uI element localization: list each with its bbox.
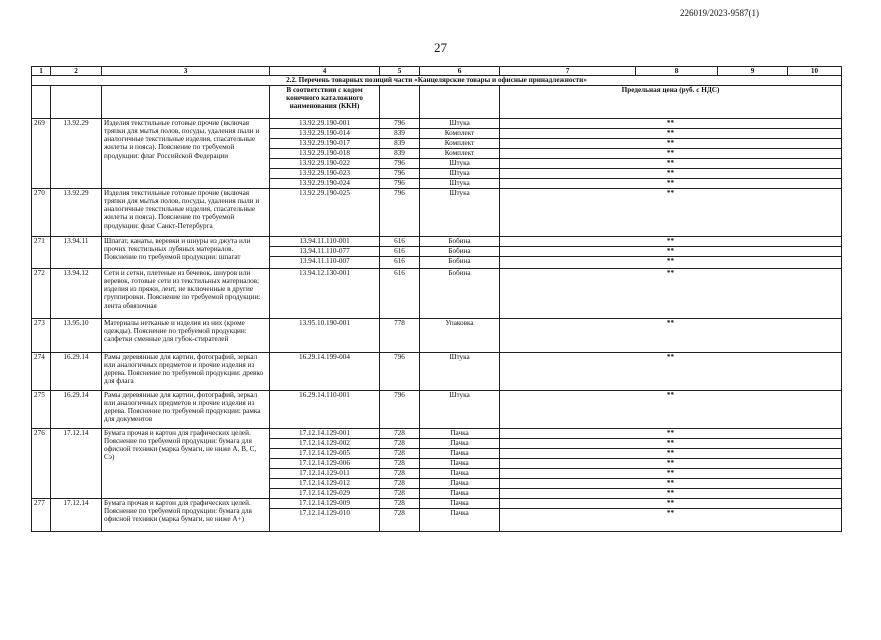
okei-code: 728 [380,508,420,531]
kkn-code: 17.12.14.129-001 [270,428,380,438]
okei-code: 728 [380,488,420,498]
price-cell: ** [500,178,842,188]
position-number: 274 [32,352,51,390]
price-cell: ** [500,128,842,138]
table-row [32,268,842,318]
unit-name: Пачка [420,498,500,508]
product-description: Материалы нетканые и изделия из них (кроме одежды). Пояснение по требуемой продукции: салфетки сменные для губок-стирателей [102,318,270,352]
product-description: Рамы деревянные для картин, фотографий, зеркал или аналогичных предметов и прочие изделия из дерева. Пояснение по требуемой продукции: рамка для документов [102,390,270,428]
subheader-row [32,85,842,118]
okei-code: 728 [380,478,420,488]
okei-code: 728 [380,458,420,468]
okei-code: 728 [380,438,420,448]
position-number: 273 [32,318,51,352]
position-number: 276 [32,428,51,498]
okei-code: 796 [380,390,420,428]
price-cell: ** [500,468,842,478]
kkn-code: 17.12.14.129-011 [270,468,380,478]
unit-name: Пачка [420,458,500,468]
kkn-code: 13.92.29.190-001 [270,118,380,128]
position-number: 277 [32,498,51,531]
price-cell: ** [500,138,842,148]
unit-name: Комплект [420,148,500,158]
okei-code: 728 [380,468,420,478]
price-cell: ** [500,488,842,498]
okei-code: 796 [380,158,420,168]
unit-name: Бобина [420,256,500,268]
section-title-row [32,76,842,85]
okei-code: 839 [380,138,420,148]
price-header: Предельная цена (руб. с НДС) [500,85,842,118]
unit-name: Штука [420,158,500,168]
table-row [32,318,842,352]
unit-name: Пачка [420,508,500,531]
okpd-code: 13.92.29 [51,118,102,188]
kkn-code: 17.12.14.129-009 [270,498,380,508]
kkn-code: 17.12.14.129-012 [270,478,380,488]
unit-name: Пачка [420,488,500,498]
unit-name: Пачка [420,448,500,458]
price-cell: ** [500,188,842,236]
kkn-code: 17.12.14.129-029 [270,488,380,498]
kkn-code: 13.92.29.190-022 [270,158,380,168]
okpd-code: 17.12.14 [51,498,102,531]
kkn-code: 13.94.11.110-007 [270,256,380,268]
unit-name: Пачка [420,478,500,488]
kkn-code: 13.95.10.190-001 [270,318,380,352]
okei-code: 616 [380,268,420,318]
price-cell: ** [500,428,842,438]
column-number: 3 [102,67,270,76]
kkn-code: 17.12.14.129-005 [270,448,380,458]
okpd-code: 16.29.14 [51,390,102,428]
column-number: 6 [420,67,500,76]
table-row [32,188,842,236]
price-cell: ** [500,498,842,508]
product-description: Бумага прочая и картон для графических целей. Пояснение по требуемой продукции: бумага для офисной техники (марка бумаги, не ниже А, В, С, Сэ) [102,428,270,498]
table-row [32,498,842,508]
column-number: 7 [500,67,636,76]
column-number: 10 [788,67,842,76]
unit-name: Штука [420,352,500,390]
kkn-code: 13.92.29.190-017 [270,138,380,148]
price-cell: ** [500,168,842,178]
okei-code: 796 [380,178,420,188]
kkn-code: 13.92.29.190-018 [270,148,380,158]
okpd-code: 17.12.14 [51,428,102,498]
product-description: Изделия текстильные готовые прочие (включая тряпки для мытья полов, посуды, удаления пыли и аналогичные текстильные изделия, спасательные жилеты и пояса). Пояснение по требуемой продукции: флаг Санкт-Петербурга [102,188,270,236]
okei-code: 839 [380,128,420,138]
price-cell: ** [500,458,842,468]
table-row [32,118,842,128]
unit-name: Комплект [420,128,500,138]
position-number: 271 [32,236,51,268]
column-number: 2 [51,67,102,76]
position-number: 272 [32,268,51,318]
table-row [32,236,842,246]
okei-code: 796 [380,352,420,390]
position-number: 275 [32,390,51,428]
price-cell: ** [500,268,842,318]
price-cell: ** [500,318,842,352]
okei-code: 616 [380,236,420,246]
okei-code: 728 [380,498,420,508]
okei-code: 616 [380,256,420,268]
okei-code: 778 [380,318,420,352]
unit-name: Пачка [420,428,500,438]
table-row [32,428,842,438]
okpd-code: 13.95.10 [51,318,102,352]
price-cell: ** [500,390,842,428]
unit-name: Штука [420,390,500,428]
column-number: 8 [636,67,718,76]
okei-code: 616 [380,246,420,256]
unit-name: Пачка [420,438,500,448]
kkn-code: 13.92.29.190-023 [270,168,380,178]
price-cell: ** [500,508,842,531]
kkn-code: 13.94.12.130-001 [270,268,380,318]
column-number: 4 [270,67,380,76]
position-number: 269 [32,118,51,188]
table-row [32,352,842,390]
document-number: 226019/2023-9587(1) [680,8,759,18]
price-cell: ** [500,352,842,390]
product-description: Бумага прочая и картон для графических целей. Пояснение по требуемой продукции: бумага для офисной техники (марка бумаги, не ниже А+) [102,498,270,531]
kkn-code: 17.12.14.129-002 [270,438,380,448]
price-cell: ** [500,256,842,268]
okei-code: 728 [380,428,420,438]
table-row [32,390,842,428]
price-cell: ** [500,158,842,168]
unit-name: Штука [420,118,500,128]
kkn-code: 16.29.14.199-004 [270,352,380,390]
price-cell: ** [500,478,842,488]
kkn-code: 13.92.29.190-014 [270,128,380,138]
section-title: 2.2. Перечень товарных позиций части «Канцелярские товары и офисные принадлежности» [32,76,842,85]
unit-name: Бобина [420,236,500,246]
price-cell: ** [500,118,842,128]
kkn-code: 13.94.11.110-001 [270,236,380,246]
kkn-code: 17.12.14.129-010 [270,508,380,531]
unit-name: Бобина [420,246,500,256]
unit-name: Бобина [420,268,500,318]
position-number: 270 [32,188,51,236]
column-number: 1 [32,67,51,76]
kkn-code: 13.94.11.110-077 [270,246,380,256]
kkn-header: В соответствии с кодом конечного каталожного наименования (ККН) [270,85,380,118]
positions-table [31,66,842,532]
okei-code: 796 [380,118,420,128]
okpd-code: 13.94.11 [51,236,102,268]
okei-code: 796 [380,168,420,178]
product-description: Изделия текстильные готовые прочие (включая тряпки для мытья полов, посуды, удаления пыли и аналогичные текстильные изделия, спасательные жилеты и пояса). Пояснение по требуемой продукции: флаг Российской Федерации [102,118,270,188]
price-cell: ** [500,148,842,158]
product-description: Сети и сетки, плетеные из бечевок, шнуров или веревок, готовые сети из текстильных материалов; изделия из пряжи, лент, не включенные в другие группировки. Пояснение по требуемой продукции: лента обвязочная [102,268,270,318]
product-description: Шпагат, канаты, веревки и шнуры из джута или прочих текстильных лубяных материалов. Пояснение по требуемой продукции: шпагат [102,236,270,268]
unit-name: Штука [420,168,500,178]
okpd-code: 16.29.14 [51,352,102,390]
price-cell: ** [500,448,842,458]
okpd-code: 13.92.29 [51,188,102,236]
okei-code: 839 [380,148,420,158]
okei-code: 796 [380,188,420,236]
unit-name: Штука [420,188,500,236]
price-cell: ** [500,236,842,246]
column-number-row [32,67,842,76]
okei-code: 728 [380,448,420,458]
column-number: 5 [380,67,420,76]
kkn-code: 17.12.14.129-006 [270,458,380,468]
price-cell: ** [500,246,842,256]
unit-name: Штука [420,178,500,188]
kkn-code: 16.29.14.110-001 [270,390,380,428]
kkn-code: 13.92.29.190-024 [270,178,380,188]
unit-name: Комплект [420,138,500,148]
unit-name: Пачка [420,468,500,478]
kkn-code: 13.92.29.190-025 [270,188,380,236]
price-cell: ** [500,438,842,448]
unit-name: Упаковка [420,318,500,352]
product-description: Рамы деревянные для картин, фотографий, зеркал или аналогичных предметов и прочие изделия из дерева. Пояснение по требуемой продукции: древко для флага [102,352,270,390]
okpd-code: 13.94.12 [51,268,102,318]
column-number: 9 [718,67,788,76]
page-number: 27 [434,40,447,55]
